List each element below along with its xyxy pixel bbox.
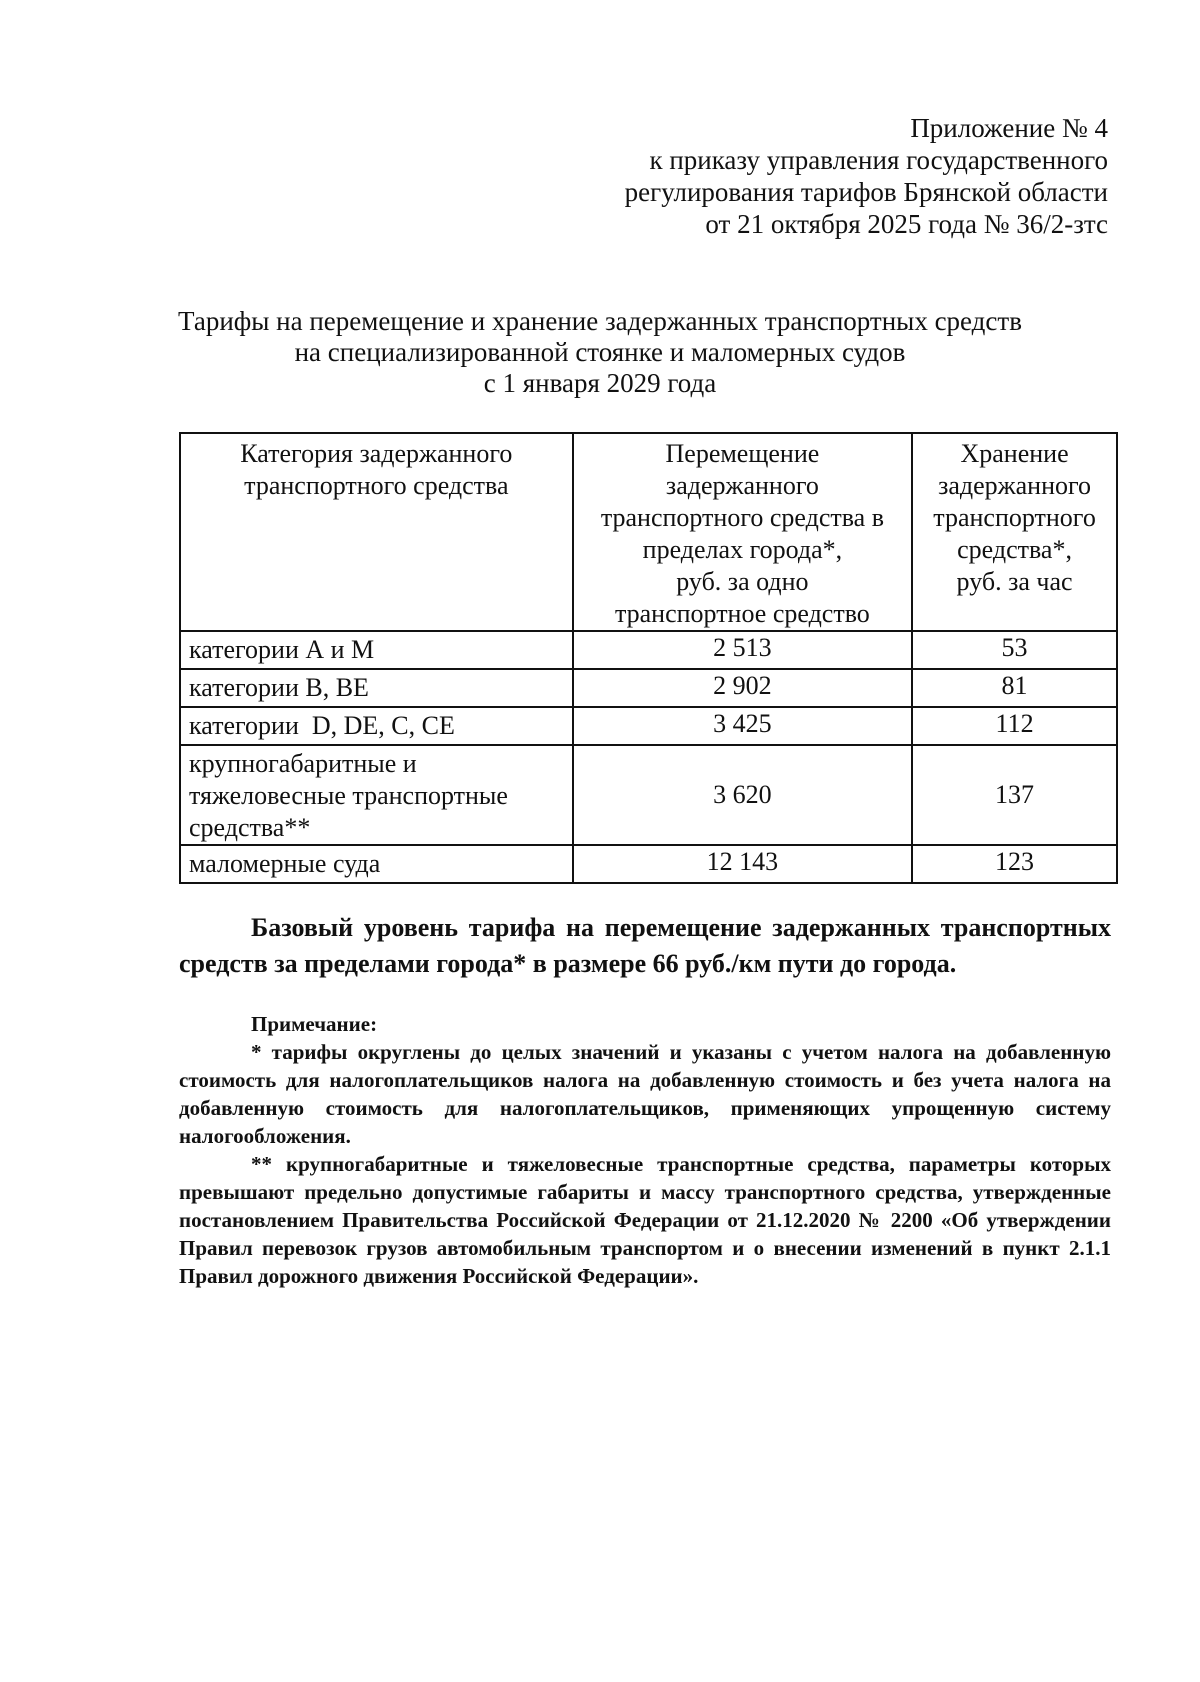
header-line: руб. за час [956,567,1073,596]
category-line: категории А и М [189,635,375,664]
category-line: тяжеловесные транспортные [189,781,508,810]
header-line: средства*, [957,535,1072,564]
tariffs-table [179,432,1118,884]
appendix-authority-line: регулирования тарифов Брянской области [624,177,1108,207]
category-line: категории В, ВЕ [189,673,369,702]
row-category [180,745,573,845]
note-single-asterisk: * тарифы округлены до целых значений и указаны с учетом налога на добавленную стоимость для налогоплательщиков налога на добавленную стоимость и без учета налога на добавленную стоимость для налогоплательщиков, применяющих упрощенную систему налогообложения. [179,1040,1111,1148]
row-relocation-price: 2 513 [573,631,912,669]
appendix-number: Приложение № 4 [910,113,1108,143]
note-double-asterisk: ** крупногабаритные и тяжеловесные транспортные средства, параметры которых превышают предельно допустимые габариты и массу транспортного средства, утвержденные постановлением Правительства Российской Федерации от 21.12.2020 № 2200 «Об утверждении Правил перевозок грузов автомобильным транспортом и о внесении изменений в пункт 2.1.1 Правил дорожного движения Российской Федерации». [179,1152,1111,1288]
category-line: маломерные суда [189,849,381,878]
header-storage [912,433,1117,631]
title-line-3: с 1 января 2029 года [483,368,717,398]
header-line: руб. за одно [676,567,809,596]
header-line: транспортного средства в [600,503,884,532]
row-storage-price: 112 [912,707,1117,745]
appendix-date-line: от 21 октября 2025 года № 36/2-зтс [705,209,1108,239]
row-storage-price: 123 [912,845,1117,883]
row-relocation-price: 12 143 [573,845,912,883]
header-line: Перемещение [665,439,820,468]
appendix-header [625,112,1108,240]
table-row [180,745,1117,845]
row-category [180,845,573,883]
table-row [180,707,1117,745]
notes-heading: Примечание: [251,1012,378,1036]
table-row [180,631,1117,669]
row-relocation-price: 3 425 [573,707,912,745]
row-storage-price: 53 [912,631,1117,669]
header-line: транспортного средства [244,471,509,500]
category-line: категории D, DE, C, CE [189,711,455,740]
table-header-row [180,433,1117,631]
notes-section [179,1010,1111,1290]
category-line: средства** [189,813,311,842]
header-line: задержанного [938,471,1092,500]
row-storage-price: 137 [912,745,1117,845]
document-title [150,306,1050,399]
title-line-2: на специализированной стоянке и маломерных судов [294,337,906,367]
row-relocation-price: 2 902 [573,669,912,707]
header-category [180,433,573,631]
row-category [180,669,573,707]
appendix-order-line: к приказу управления государственного [649,145,1108,175]
base-tariff-paragraph: Базовый уровень тарифа на перемещение задержанных транспортных средств за пределами города* в размере 66 руб./км пути до города. [179,913,1111,978]
header-line: задержанного [665,471,819,500]
row-relocation-price: 3 620 [573,745,912,845]
header-line: Категория задержанного [240,439,513,468]
row-storage-price: 81 [912,669,1117,707]
header-line: транспортного [933,503,1096,532]
header-relocation [573,433,912,631]
header-line: пределах города*, [642,535,843,564]
header-line: Хранение [960,439,1069,468]
header-line: транспортное средство [614,599,870,628]
table-row [180,845,1117,883]
category-line: крупногабаритные и [189,749,417,778]
row-category [180,631,573,669]
row-category [180,707,573,745]
title-line-1: Тарифы на перемещение и хранение задержанных транспортных средств [178,306,1022,336]
table-row [180,669,1117,707]
